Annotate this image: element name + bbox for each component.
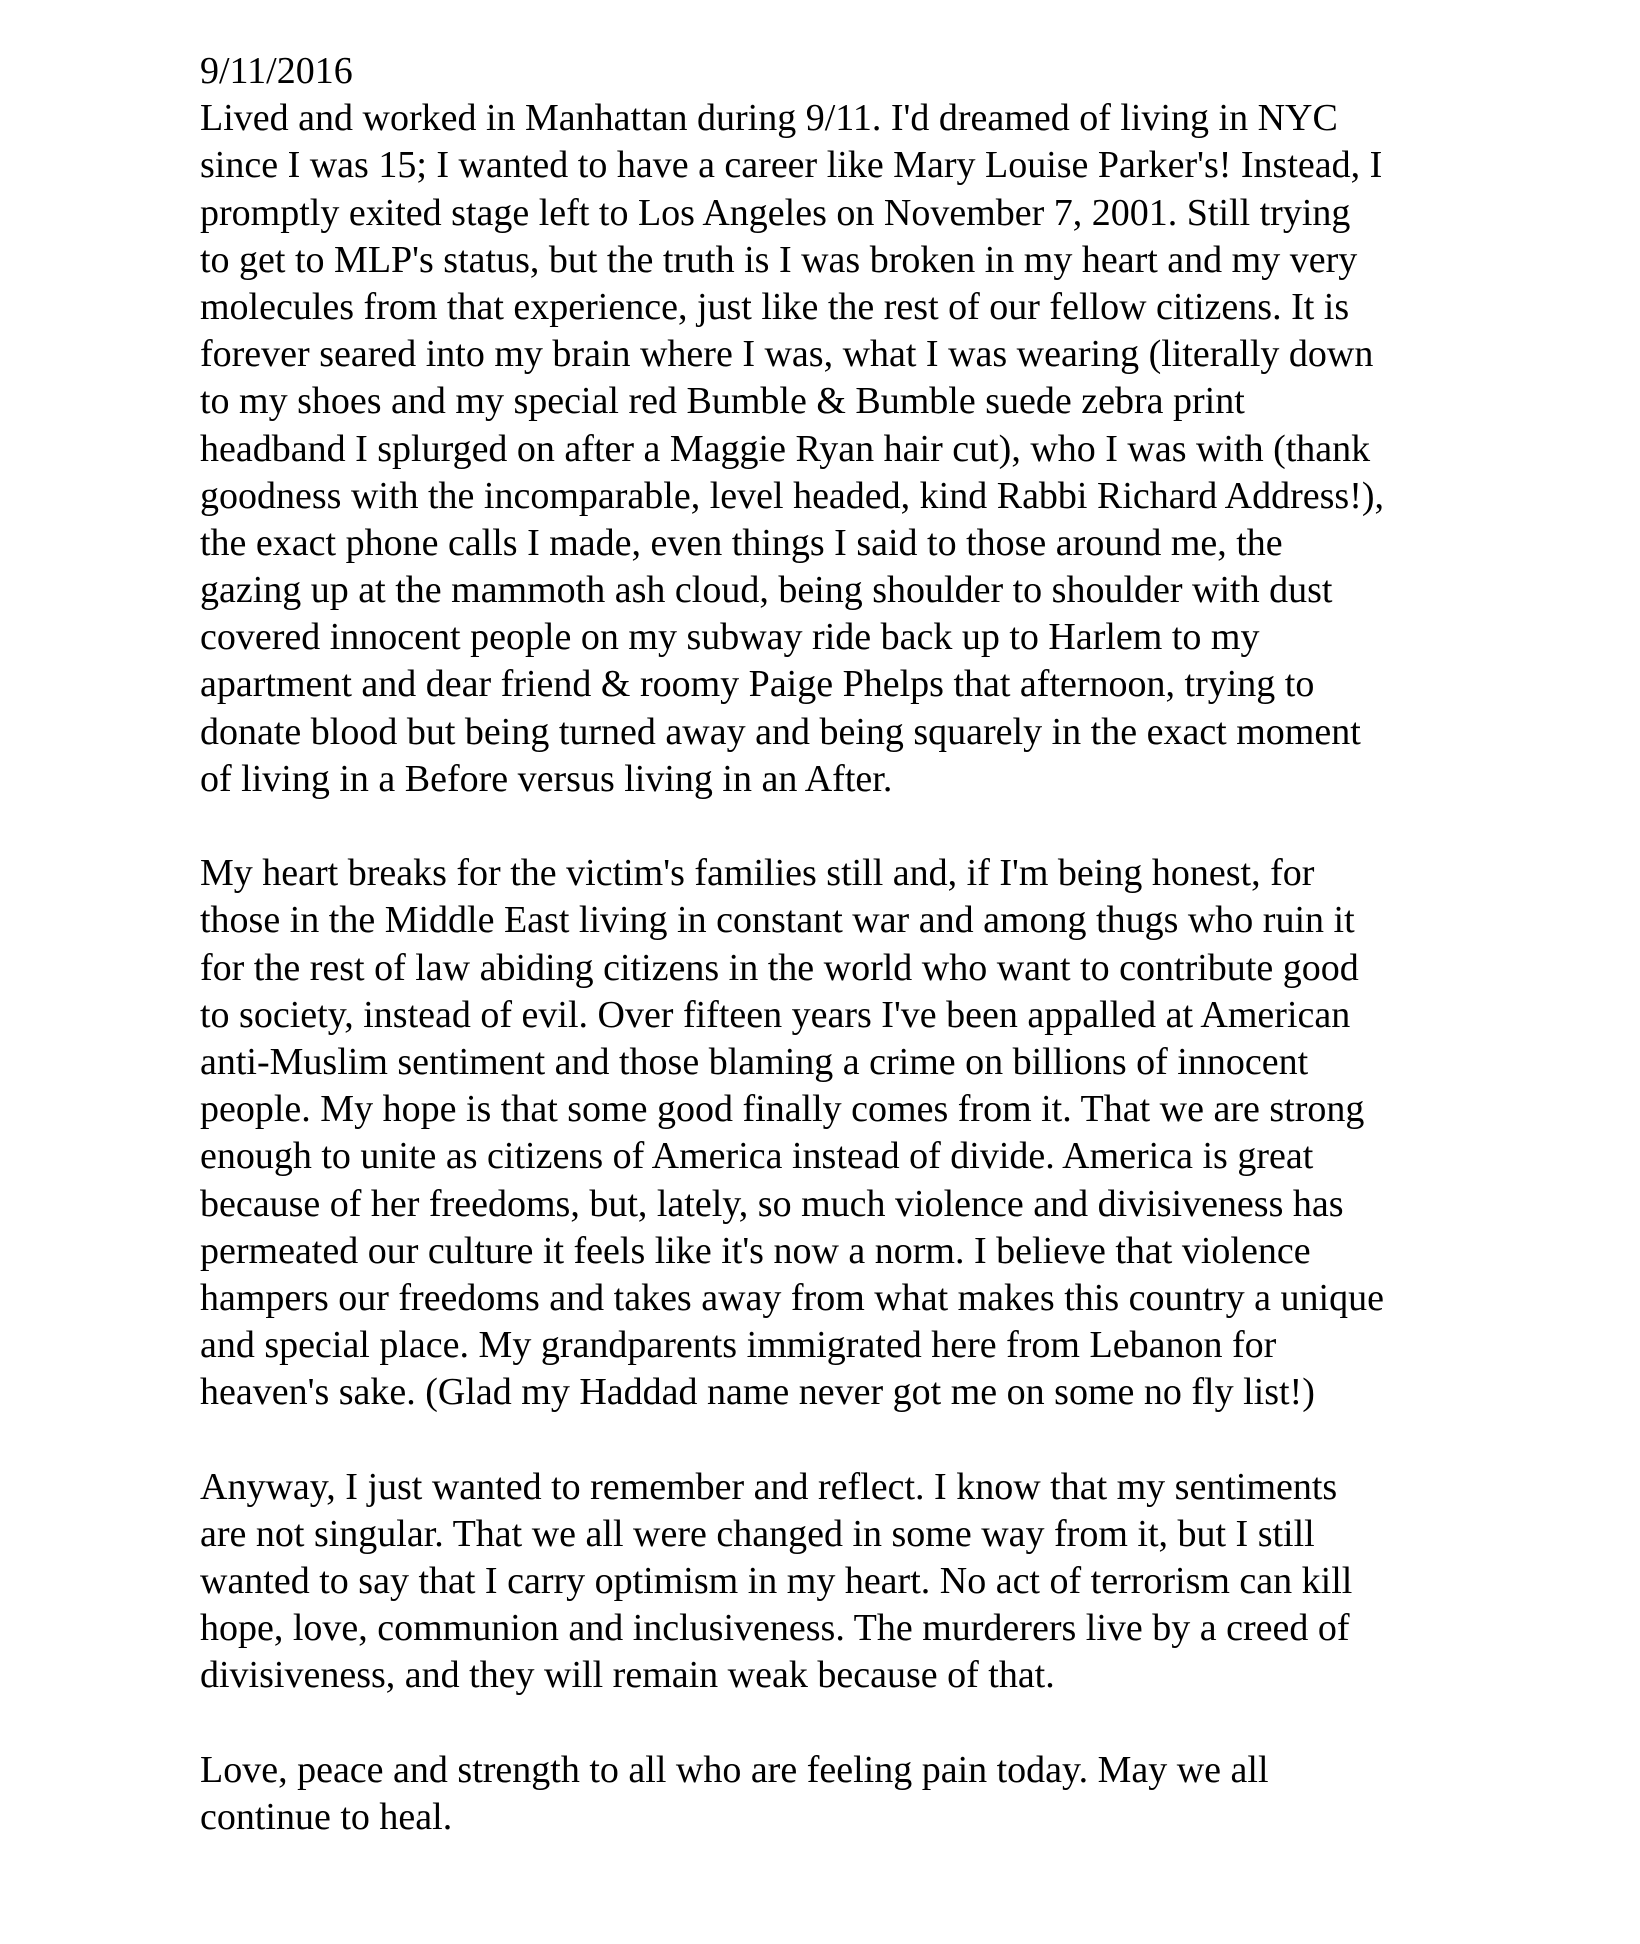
text-line: to society, instead of evil. Over fifteen years I've been appalled at American: [200, 993, 1351, 1036]
text-line: anti-Muslim sentiment and those blaming a crime on billions of innocent: [200, 1040, 1309, 1083]
paragraph-3: [200, 1464, 1500, 1700]
text-line: to get to MLP's status, but the truth is I was broken in my heart and my very: [200, 238, 1358, 281]
text-line: permeated our culture it feels like it's now a norm. I believe that violence: [200, 1229, 1311, 1272]
text-line: the exact phone calls I made, even things I said to those around me, the: [200, 521, 1283, 564]
text-line: Anyway, I just wanted to remember and reflect. I know that my sentiments: [200, 1465, 1338, 1508]
text-line: are not singular. That we all were changed in some way from it, but I still: [200, 1512, 1315, 1555]
text-line: donate blood but being turned away and being squarely in the exact moment: [200, 710, 1361, 753]
paragraph-spacer: [200, 803, 1500, 850]
text-line: Love, peace and strength to all who are feeling pain today. May we all: [200, 1748, 1269, 1791]
paragraph-spacer: [200, 1700, 1500, 1747]
paragraph-2: [200, 850, 1500, 1416]
text-line: wanted to say that I carry optimism in my heart. No act of terrorism can kill: [200, 1560, 1353, 1602]
text-line: of living in a Before versus living in an After.: [200, 757, 893, 800]
text-line: Lived and worked in Manhattan during 9/11. I'd dreamed of living in NYC: [200, 97, 1338, 140]
text-line: promptly exited stage left to Los Angeles on November 7, 2001. Still trying: [200, 191, 1351, 234]
text-line: for the rest of law abiding citizens in the world who want to contribute good: [200, 946, 1359, 989]
text-line: hampers our freedoms and takes away from what makes this country a unique: [200, 1276, 1384, 1319]
paragraph-spacer: [200, 1416, 1500, 1463]
paragraph-1: [200, 95, 1500, 803]
text-line: people. My hope is that some good finally comes from it. That we are strong: [200, 1088, 1365, 1131]
text-line: and special place. My grandparents immigrated here from Lebanon for: [200, 1324, 1277, 1367]
text-line: gazing up at the mammoth ash cloud, being shoulder to shoulder with dust: [200, 569, 1333, 612]
text-line: because of her freedoms, but, lately, so much violence and divisiveness has: [200, 1182, 1344, 1225]
date-line: 9/11/2016: [200, 50, 353, 92]
text-line: covered innocent people on my subway ride back up to Harlem to my: [200, 616, 1260, 659]
text-line: those in the Middle East living in constant war and among thugs who ruin it: [200, 899, 1355, 942]
text-line: forever seared into my brain where I was, what I was wearing (literally down: [200, 333, 1374, 376]
text-line: continue to heal.: [200, 1795, 453, 1838]
text-line: enough to unite as citizens of America instead of divide. America is great: [200, 1135, 1314, 1178]
text-line: to my shoes and my special red Bumble & Bumble suede zebra print: [200, 380, 1245, 423]
text-line: headband I splurged on after a Maggie Ryan hair cut), who I was with (thank: [200, 427, 1371, 470]
text-line: divisiveness, and they will remain weak because of that.: [200, 1654, 1055, 1697]
text-line: goodness with the incomparable, level headed, kind Rabbi Richard Address!),: [200, 474, 1385, 517]
text-line: My heart breaks for the victim's families still and, if I'm being honest, for: [200, 852, 1315, 895]
text-line: hope, love, communion and inclusiveness. The murderers live by a creed of: [200, 1607, 1350, 1650]
text-line: molecules from that experience, just like the rest of our fellow citizens. It is: [200, 285, 1350, 328]
text-line: since I was 15; I wanted to have a career like Mary Louise Parker's! Instead, I: [200, 144, 1383, 187]
document-body: [200, 48, 1500, 1841]
paragraph-4: [200, 1747, 1500, 1841]
text-line: apartment and dear friend & roomy Paige Phelps that afternoon, trying to: [200, 663, 1315, 706]
text-line: heaven's sake. (Glad my Haddad name never got me on some no fly list!): [200, 1371, 1315, 1414]
